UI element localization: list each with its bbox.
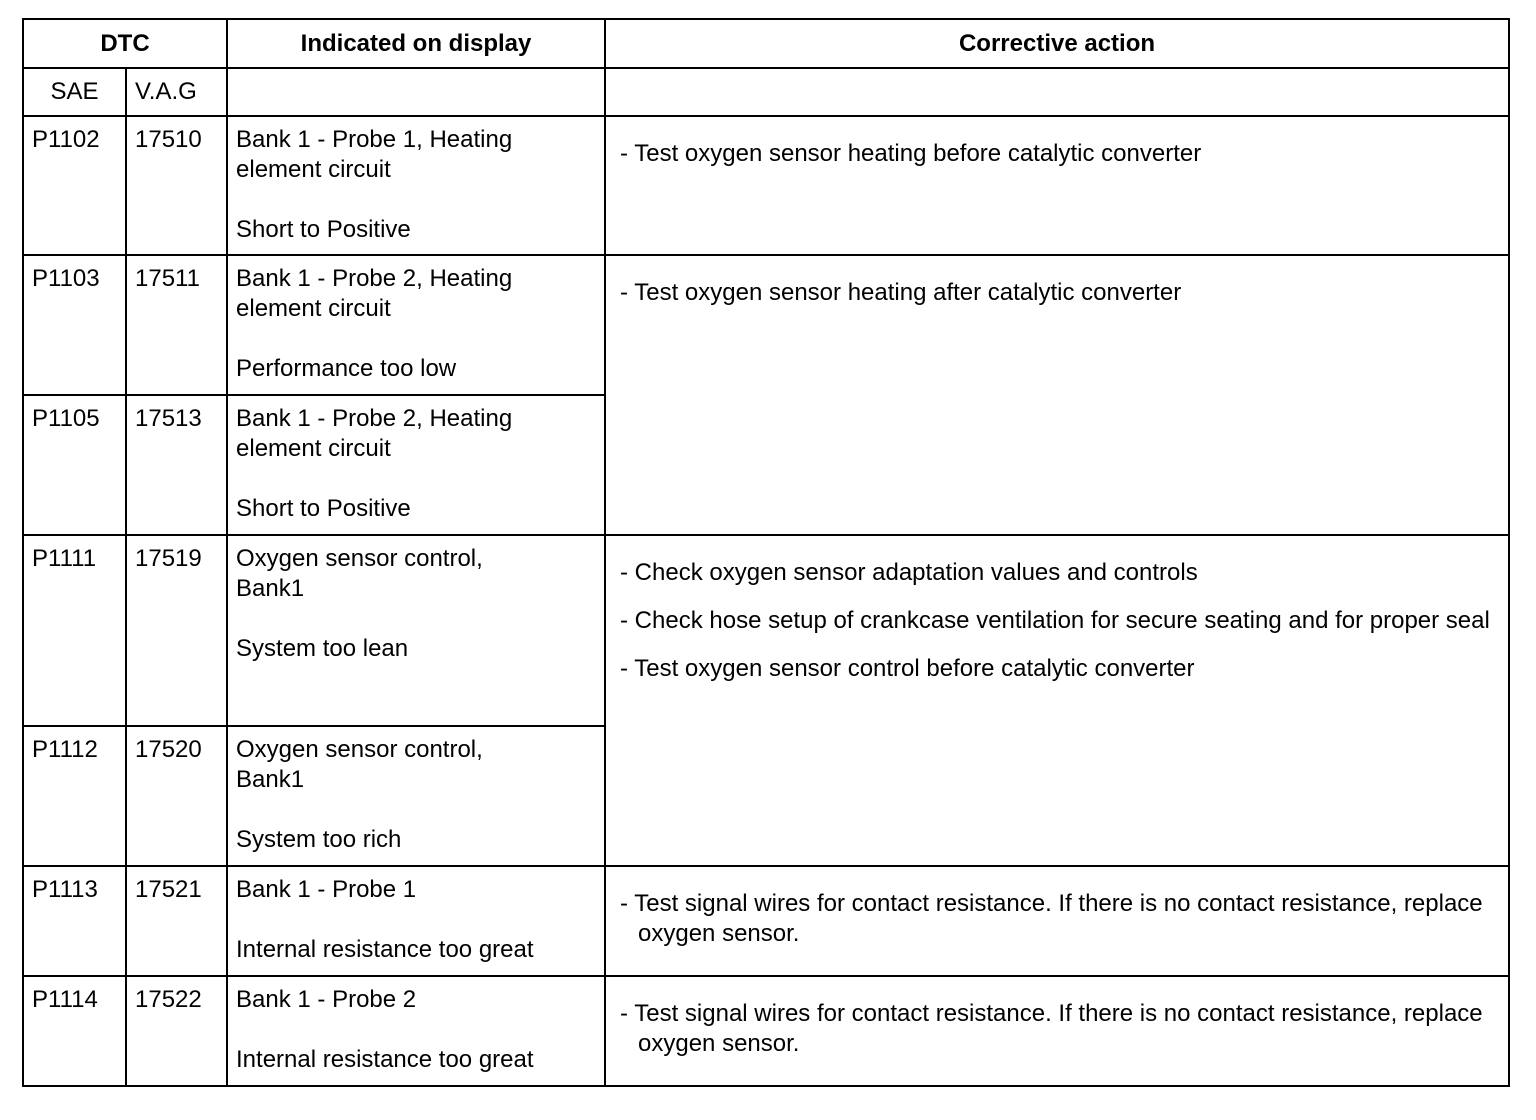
display-text: Bank 1 - Probe 1, Heating [236,126,513,153]
display-text: element circuit [236,435,391,462]
fault-status: Internal resistance too great [236,1046,534,1073]
display-text: element circuit [236,295,391,322]
vag-code: 17520 [126,726,227,866]
vag-code: 17519 [126,535,227,726]
action-cell [605,535,1509,866]
table-row [23,255,1509,395]
fault-status: System too rich [236,826,402,853]
display-text: Bank 1 - Probe 1 [236,876,417,903]
vag-code: 17521 [126,866,227,976]
vag-code: 17522 [126,976,227,1086]
fault-status: Short to Positive [236,216,411,243]
action-text: - Check hose setup of crankcase ventilation for secure seating and for proper seal [620,607,1490,634]
action-text: - Test signal wires for contact resistance. If there is no contact resistance, replace oxygen sensor. [620,1000,1483,1057]
indicated-header: Indicated on display [227,19,605,68]
action-cell [605,976,1509,1086]
vag-header: V.A.G [126,68,227,116]
display-cell [227,866,605,976]
corrective-header: Corrective action [605,19,1509,68]
display-text: Bank 1 - Probe 2, Heating [236,265,513,292]
action-text: - Test oxygen sensor control before catalytic converter [620,655,1195,682]
sae-header: SAE [23,68,126,116]
display-cell [227,116,605,255]
action-text: - Test oxygen sensor heating before catalytic converter [620,140,1202,167]
action-text: - Test signal wires for contact resistance. If there is no contact resistance, replace oxygen sensor. [620,890,1483,947]
sae-code: P1102 [23,116,126,255]
sae-code: P1112 [23,726,126,866]
action-text: - Check oxygen sensor adaptation values and controls [620,559,1198,586]
display-text: element circuit [236,156,391,183]
display-text: Bank1 [236,766,305,793]
header-row [23,19,1509,68]
fault-status: Internal resistance too great [236,936,534,963]
display-cell [227,976,605,1086]
sae-code: P1105 [23,395,126,535]
display-text: Oxygen sensor control, [236,736,483,763]
action-text: - Test oxygen sensor heating after catalytic converter [620,279,1182,306]
display-cell [227,535,605,726]
dtc-table [22,18,1510,1087]
fault-status: Short to Positive [236,495,411,522]
action-cell [605,255,1509,535]
action-cell [605,116,1509,255]
table-row [23,535,1509,726]
table-row [23,866,1509,976]
sae-code: P1111 [23,535,126,726]
vag-code: 17510 [126,116,227,255]
empty-cell [605,68,1509,116]
fault-status: System too lean [236,635,409,662]
display-text: Bank 1 - Probe 2 [236,986,417,1013]
fault-status: Performance too low [236,355,457,382]
sae-code: P1113 [23,866,126,976]
display-text: Bank1 [236,575,305,602]
display-text: Oxygen sensor control, [236,545,483,572]
table-row [23,976,1509,1086]
sae-code: P1103 [23,255,126,395]
display-cell [227,255,605,395]
dtc-header: DTC [23,19,227,68]
subheader-row [23,68,1509,116]
sae-code: P1114 [23,976,126,1086]
vag-code: 17511 [126,255,227,395]
table-row [23,116,1509,255]
display-cell [227,726,605,866]
display-cell [227,395,605,535]
action-cell [605,866,1509,976]
vag-code: 17513 [126,395,227,535]
empty-cell [227,68,605,116]
display-text: Bank 1 - Probe 2, Heating [236,405,513,432]
